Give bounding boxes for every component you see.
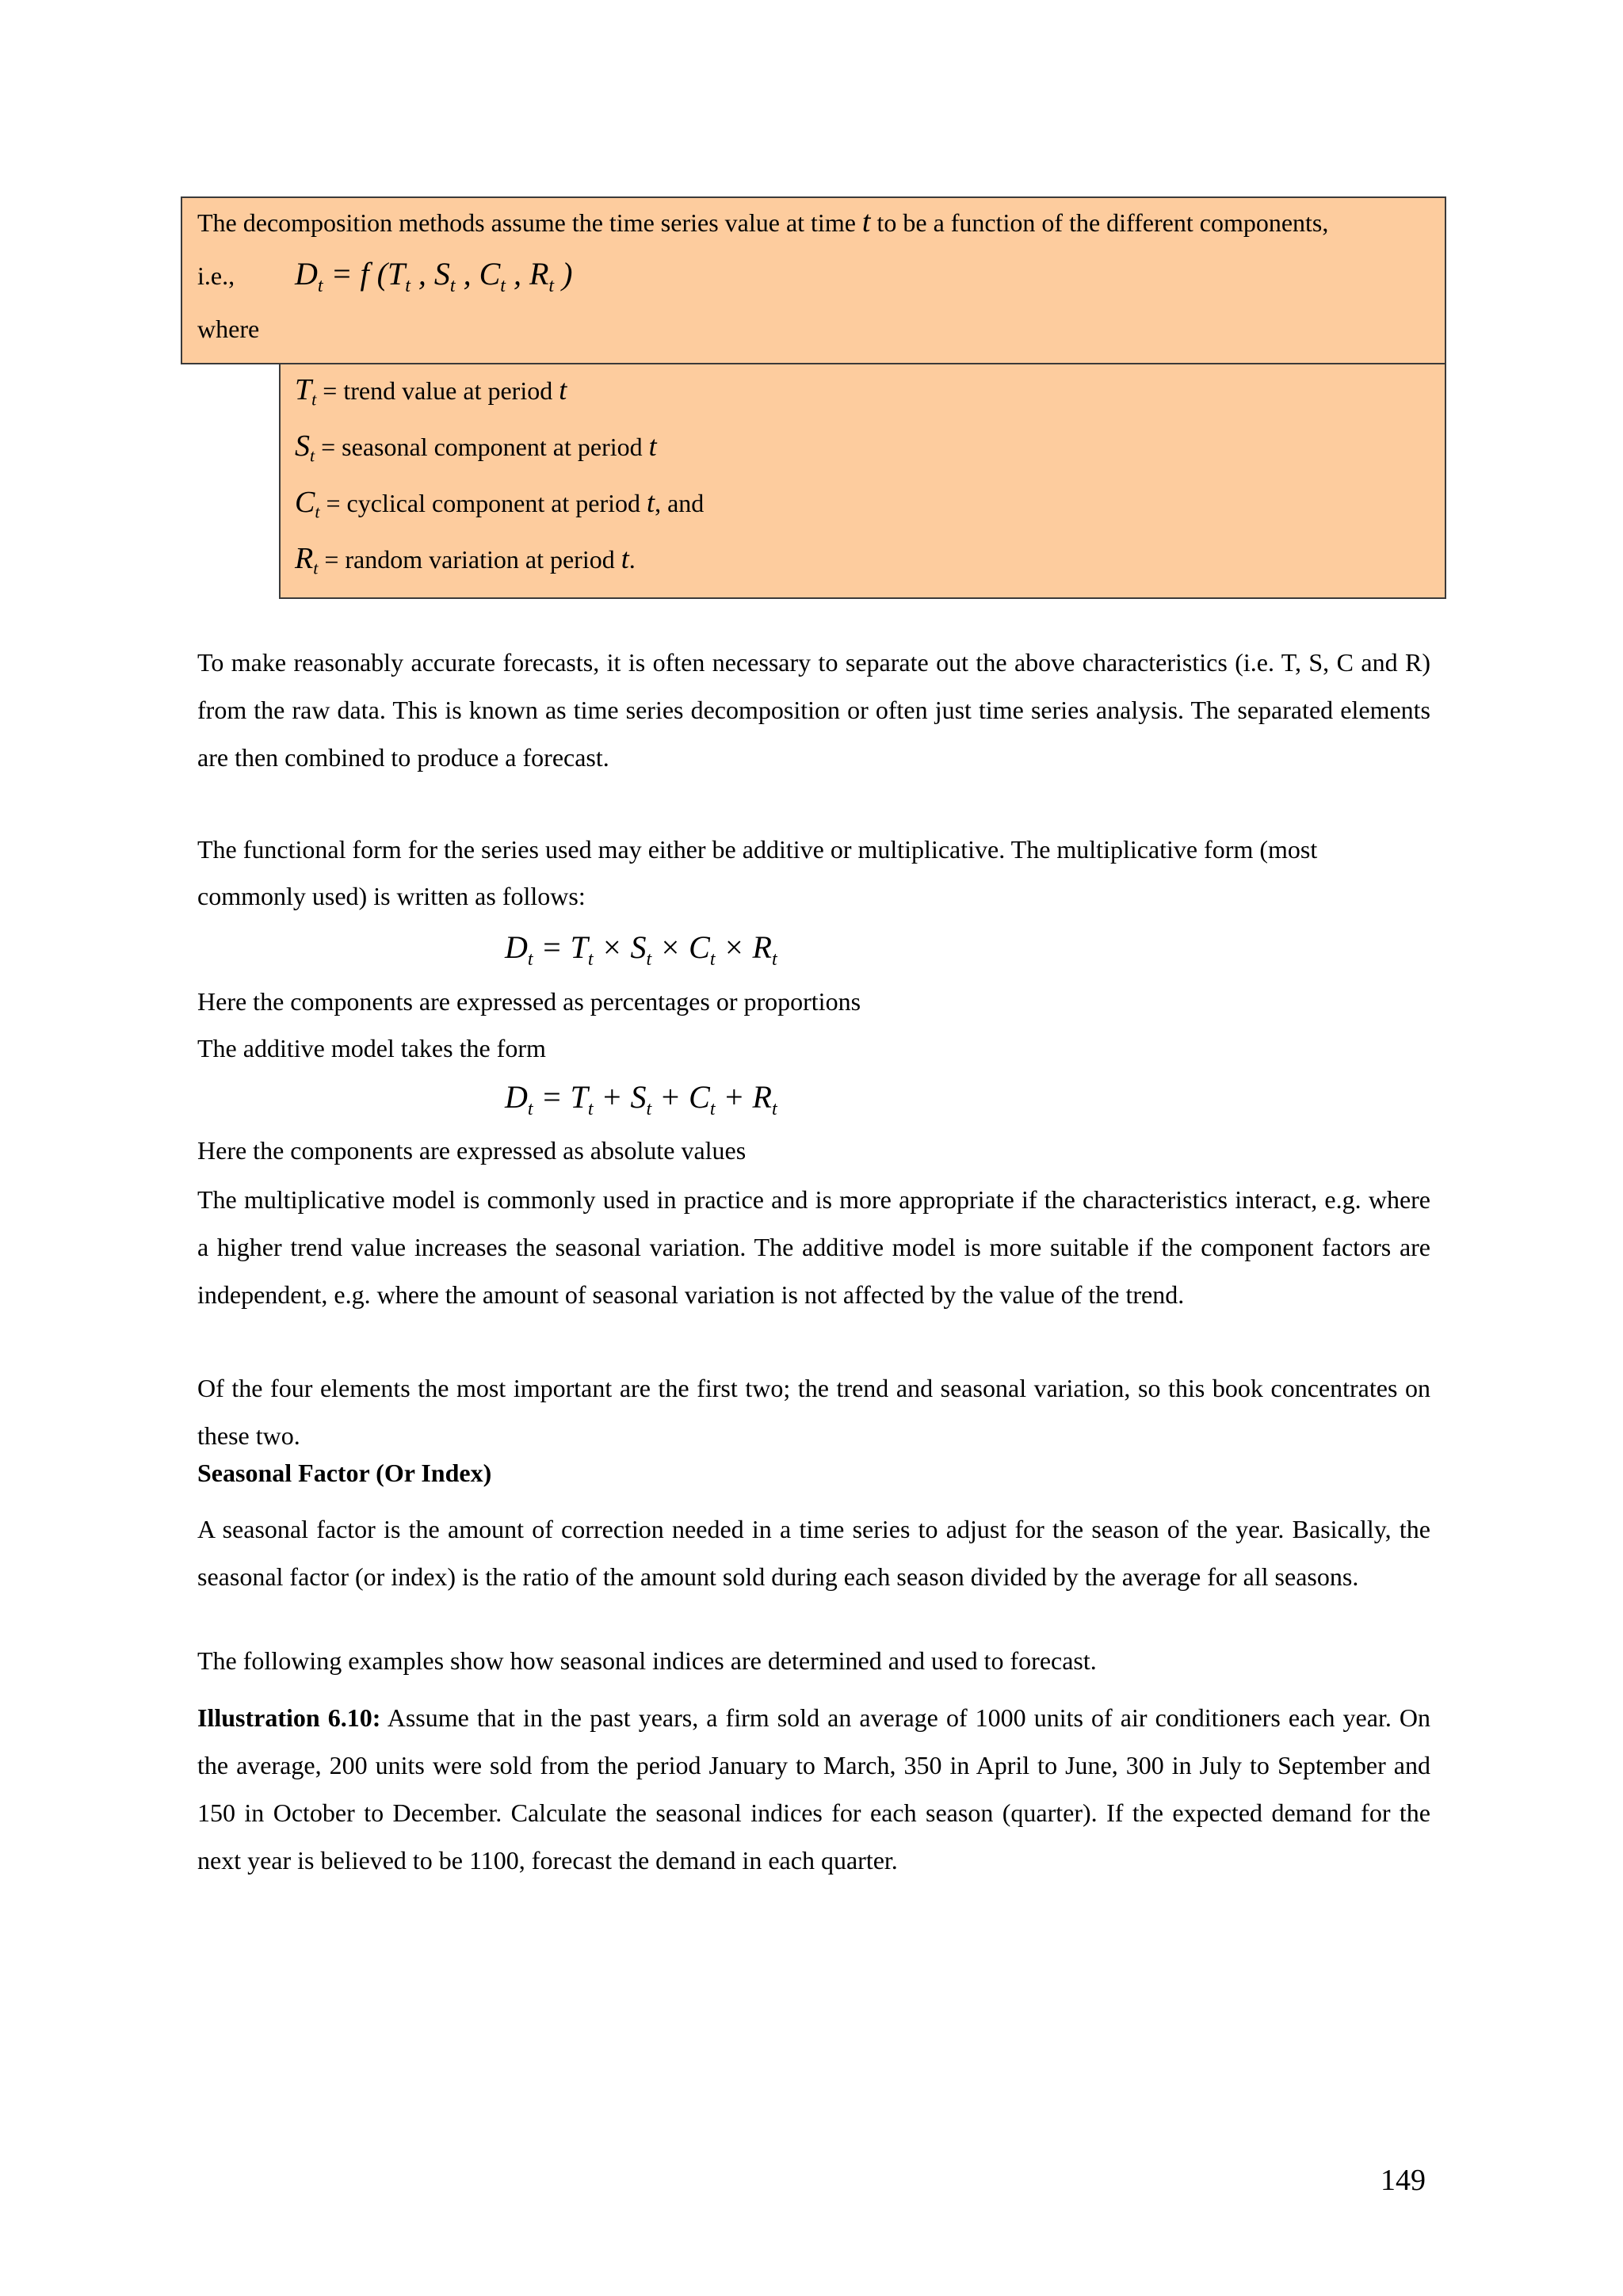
page-number: 149 <box>1381 2164 1426 2197</box>
multiplicative-note: Here the components are expressed as percentages or proportions <box>197 987 861 1016</box>
box-where-label: where <box>197 315 260 343</box>
definition-random: $R_t$ = random variation at period t. <box>295 542 636 578</box>
definition-trend: $T_t$ = trend value at period t <box>295 373 567 410</box>
decomposition-equation: $D_t = f$ ($T_t$ , $S_t$ , $C_t$ , $R_t$ ) <box>295 256 573 296</box>
paragraph-examples: The following examples show how seasonal indices are determined and used to forecast. <box>197 1646 1097 1675</box>
illustration-text: Assume that in the past years, a firm sold an average of 1000 units of air conditioners each year. On the average, 200 units were sold from the period January to March, 350 in April to June, 300 in July to September and 150 in October to December. Calculate the seasonal indices for each season (quarter). If the expected demand for the next year is believed to be 1100, forecast the demand in each quarter. <box>197 1703 1431 1875</box>
paragraph-decomposition: To make reasonably accurate forecasts, it is often necessary to separate out the above characteristics (i.e. T, S, C and R) from the raw data. This is known as time series decomposition or often just time series analysis. The separated elements are then combined to produce a forecast. <box>197 648 1430 772</box>
box-ie-label: i.e., <box>197 261 235 290</box>
paragraph-model-comparison: The multiplicative model is commonly used in practice and is more appropriate if the characteristics interact, e.g. where a higher trend value increases the seasonal variation. The additive model is more suitable if the component factors are independent, e.g. where the amount of seasonal variation is not affected by the value of the trend. <box>197 1185 1430 1309</box>
paragraph-four-elements: Of the four elements the most important are the first two; the trend and seasonal variation, so this book concentrates on these two. <box>197 1374 1430 1450</box>
definition-seasonal: $S_t$ = seasonal component at period t <box>295 429 657 466</box>
multiplicative-equation: $D_t = T_t \times S_t \times C_t \times R_t$ <box>505 929 777 970</box>
paragraph-seasonal-factor: A seasonal factor is the amount of correction needed in a time series to adjust for the season of the year. Basically, the seasonal factor (or index) is the ratio of the amount sold during each season divided by the average for all seasons. <box>197 1515 1430 1591</box>
illustration-6-10 <box>197 1694 1430 1884</box>
heading-seasonal-factor: Seasonal Factor (Or Index) <box>197 1459 492 1487</box>
additive-note: Here the components are expressed as absolute values <box>197 1136 747 1165</box>
box-intro-text: The decomposition methods assume the time series value at time t to be a function of the different components, <box>197 205 1329 238</box>
paragraph-functional-form-line1: The functional form for the series used may either be additive or multiplicative. The multiplicative form (most <box>197 835 1318 864</box>
definition-cyclical: $C_t$ = cyclical component at period t, and <box>295 486 705 522</box>
illustration-label: Illustration 6.10: <box>197 1703 381 1732</box>
additive-intro: The additive model takes the form <box>197 1034 546 1062</box>
additive-equation: $D_t = T_t + S_t + C_t + R_t$ <box>505 1079 777 1119</box>
paragraph-functional-form-line2: commonly used) is written as follows: <box>197 882 586 910</box>
